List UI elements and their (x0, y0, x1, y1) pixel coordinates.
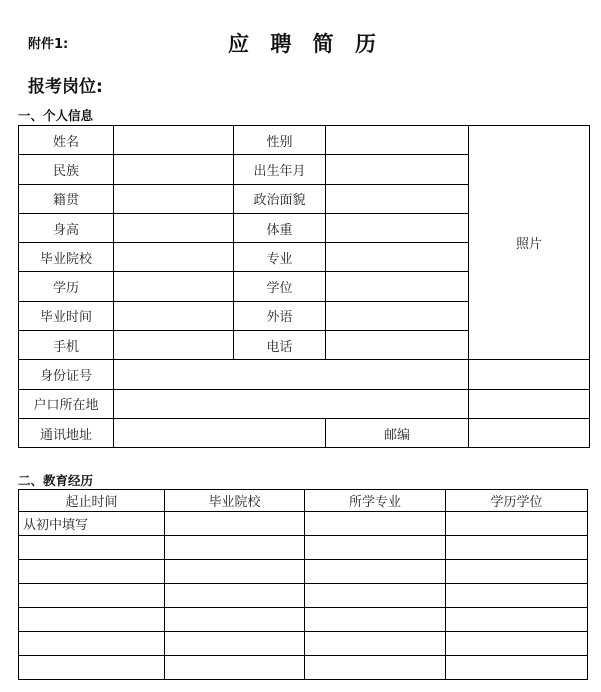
table-cell[interactable] (19, 608, 165, 632)
weight-field[interactable] (326, 213, 469, 242)
table-cell[interactable] (19, 560, 165, 584)
table-cell[interactable] (165, 656, 305, 680)
label-height: 身高 (19, 213, 114, 242)
table-row (19, 656, 588, 680)
label-origin: 籍贯 (19, 184, 114, 213)
table-row (19, 608, 588, 632)
table-cell[interactable] (446, 536, 588, 560)
label-phone: 电话 (234, 331, 326, 360)
height-field[interactable] (114, 213, 234, 242)
name-field[interactable] (114, 126, 234, 155)
table-cell[interactable] (19, 656, 165, 680)
label-ethnicity: 民族 (19, 155, 114, 184)
table-cell[interactable] (446, 584, 588, 608)
photo-box[interactable]: 照片 (469, 126, 590, 360)
column-header-major: 所学专业 (305, 490, 446, 512)
table-cell[interactable] (305, 536, 446, 560)
education-table (18, 489, 588, 680)
label-education: 学历 (19, 272, 114, 301)
table-row (19, 632, 588, 656)
ethnicity-field[interactable] (114, 155, 234, 184)
household-field[interactable] (114, 389, 469, 418)
school-field[interactable] (114, 243, 234, 272)
table-cell[interactable] (165, 512, 305, 536)
education-field[interactable] (114, 272, 234, 301)
table-cell[interactable] (305, 512, 446, 536)
origin-field[interactable] (114, 184, 234, 213)
page-title: 应 聘 简 历 (228, 31, 383, 56)
table-cell[interactable] (305, 632, 446, 656)
photo-box-extension (469, 360, 590, 389)
table-cell[interactable]: 从初中填写 (19, 512, 165, 536)
table-cell[interactable] (19, 632, 165, 656)
language-field[interactable] (326, 301, 469, 330)
phone-field[interactable] (326, 331, 469, 360)
table-cell[interactable] (165, 584, 305, 608)
address-field[interactable] (114, 418, 326, 447)
label-id-number: 身份证号 (19, 360, 114, 389)
label-school: 毕业院校 (19, 243, 114, 272)
id-number-field[interactable] (114, 360, 469, 389)
table-row (19, 584, 588, 608)
table-cell[interactable] (165, 560, 305, 584)
table-cell[interactable] (305, 608, 446, 632)
table-row (19, 536, 588, 560)
label-name: 姓名 (19, 126, 114, 155)
major-field[interactable] (326, 243, 469, 272)
table-cell[interactable] (446, 512, 588, 536)
label-postcode: 邮编 (326, 418, 469, 447)
table-cell[interactable] (305, 560, 446, 584)
table-row (19, 512, 588, 536)
label-politics: 政治面貌 (234, 184, 326, 213)
degree-field[interactable] (326, 272, 469, 301)
table-row (19, 560, 588, 584)
table-cell[interactable] (165, 536, 305, 560)
label-gender: 性别 (234, 126, 326, 155)
mobile-field[interactable] (114, 331, 234, 360)
grad-time-field[interactable] (114, 301, 234, 330)
section-heading-education: 二、教育经历 (18, 473, 94, 488)
table-cell[interactable] (19, 536, 165, 560)
label-mobile: 手机 (19, 331, 114, 360)
table-cell[interactable] (446, 560, 588, 584)
label-birth: 出生年月 (234, 155, 326, 184)
postcode-field[interactable] (469, 418, 590, 447)
personal-info-table (18, 125, 590, 448)
label-weight: 体重 (234, 213, 326, 242)
table-cell[interactable] (19, 584, 165, 608)
label-grad-time: 毕业时间 (19, 301, 114, 330)
politics-field[interactable] (326, 184, 469, 213)
table-cell[interactable] (446, 608, 588, 632)
label-major: 专业 (234, 243, 326, 272)
position-label: 报考岗位: (28, 77, 103, 97)
section-heading-personal-info: 一、个人信息 (18, 108, 94, 123)
birth-field[interactable] (326, 155, 469, 184)
table-cell[interactable] (446, 656, 588, 680)
label-degree: 学位 (234, 272, 326, 301)
label-language: 外语 (234, 301, 326, 330)
table-cell[interactable] (446, 632, 588, 656)
label-household: 户口所在地 (19, 389, 114, 418)
gender-field[interactable] (326, 126, 469, 155)
table-cell[interactable] (305, 584, 446, 608)
column-header-degree: 学历学位 (446, 490, 588, 512)
table-cell[interactable] (165, 608, 305, 632)
photo-box-extension (469, 389, 590, 418)
table-cell[interactable] (305, 656, 446, 680)
attachment-label: 附件1: (28, 37, 69, 52)
table-cell[interactable] (165, 632, 305, 656)
column-header-period: 起止时间 (19, 490, 165, 512)
column-header-school: 毕业院校 (165, 490, 305, 512)
label-address: 通讯地址 (19, 418, 114, 447)
